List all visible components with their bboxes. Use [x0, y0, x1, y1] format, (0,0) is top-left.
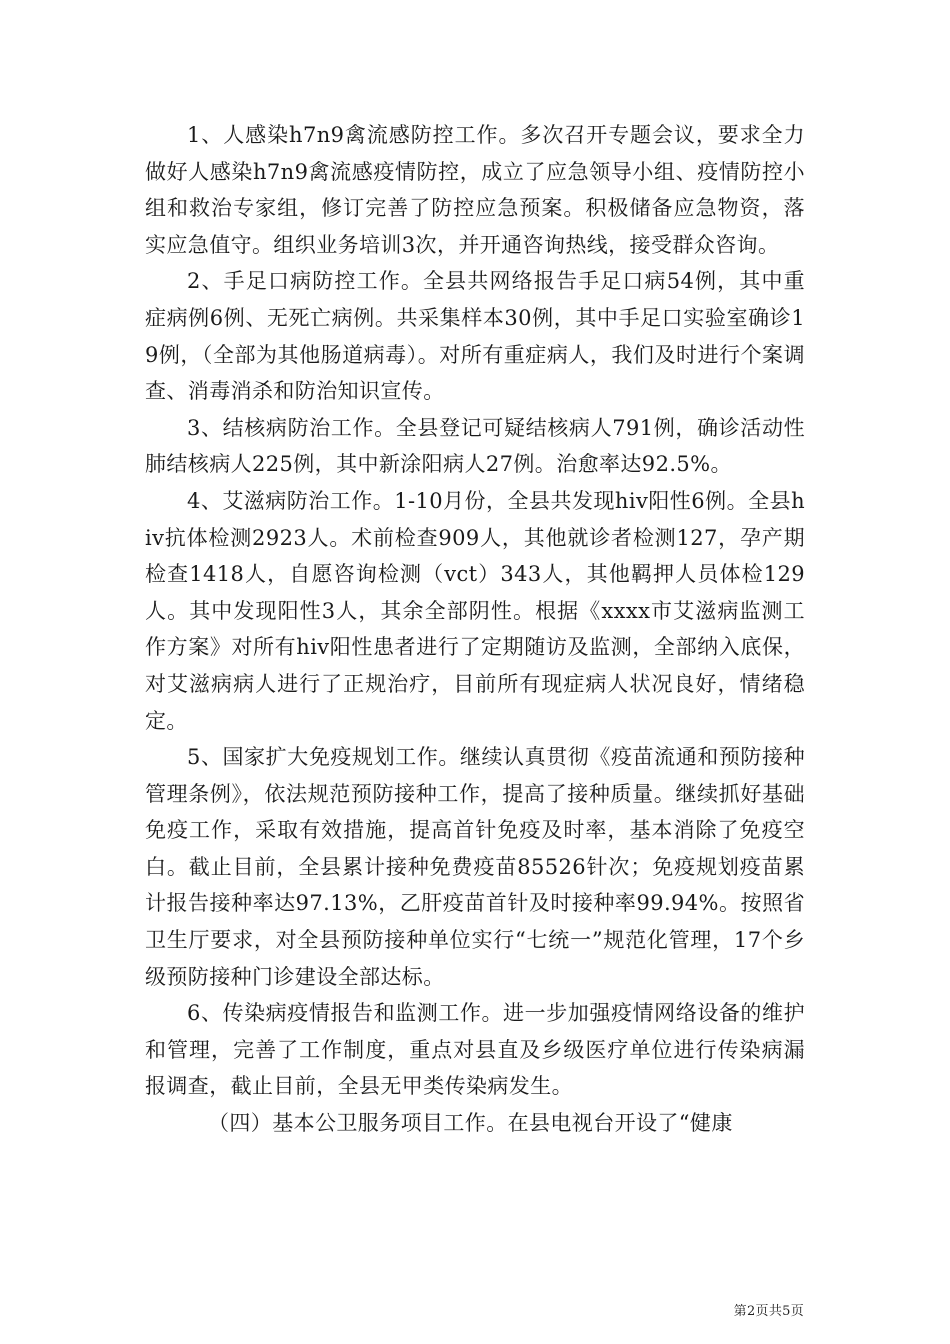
paragraph-aids: 4、艾滋病防治工作。1-10月份，全县共发现hiv阳性6例。全县hiv抗体检测2923人。术前检查909人，其他就诊者检测127，孕产期检查1418人，自愿咨询检测（vct）343人，其他羁押人员体检129人。其中发现阳性3人，其余全部阴性。根据《xxxx市艾滋病监测工作方案》对所有hiv阳性患者进行了定期随访及监测，全部纳入底保，对艾滋病病人进行了正规治疗，目前所有现症病人状况良好，情绪稳定。 [145, 488, 805, 733]
paragraph-tuberculosis: 3、结核病防治工作。全县登记可疑结核病人791例，确诊活动性肺结核病人225例，其中新涂阳病人27例。治愈率达92.5%。 [145, 415, 805, 477]
page-number: 第2页共5页 [733, 1304, 804, 1319]
paragraph-epidemic-report: 6、传染病疫情报告和监测工作。进一步加强疫情网络设备的维护和管理，完善了工作制度，重点对县直及乡级医疗单位进行传染病漏报调查，截止目前，全县无甲类传染病发生。 [145, 1001, 805, 1099]
paragraph-hand-foot-mouth: 2、手足口病防控工作。全县共网络报告手足口病54例，其中重症病例6例、无死亡病例。共采集样本30例，其中手足口实验室确诊19例，（全部为其他肠道病毒）。对所有重症病人，我们及时进行个案调查、消毒消杀和防治知识宣传。 [145, 269, 805, 404]
paragraph-public-health: （四）基本公卫服务项目工作。在县电视台开设了“健康 [208, 1111, 733, 1136]
paragraph-h7n9: 1、人感染h7n9禽流感防控工作。多次召开专题会议，要求全力做好人感染h7n9禽流感疫情防控，成立了应急领导小组、疫情防控小组和救治专家组，修订完善了防控应急预案。积极储备应急物资，落实应急值守。组织业务培训3次，并开通咨询热线，接受群众咨询。 [145, 123, 805, 257]
paragraph-immunization: 5、国家扩大免疫规划工作。继续认真贯彻《疫苗流通和预防接种管理条例》，依法规范预防接种工作，提高了接种质量。继续抓好基础免疫工作，采取有效措施，提高首针免疫及时率，基本消除了免疫空白。截止目前，全县累计接种免费疫苗85526针次；免疫规划疫苗累计报告接种率达97.13%，乙肝疫苗首针及时接种率99.94%。按照省卫生厅要求，对全县预防接种单位实行“七统一”规范化管理，17个乡级预防接种门诊建设全部达标。 [145, 745, 805, 989]
document-body [145, 117, 805, 1142]
